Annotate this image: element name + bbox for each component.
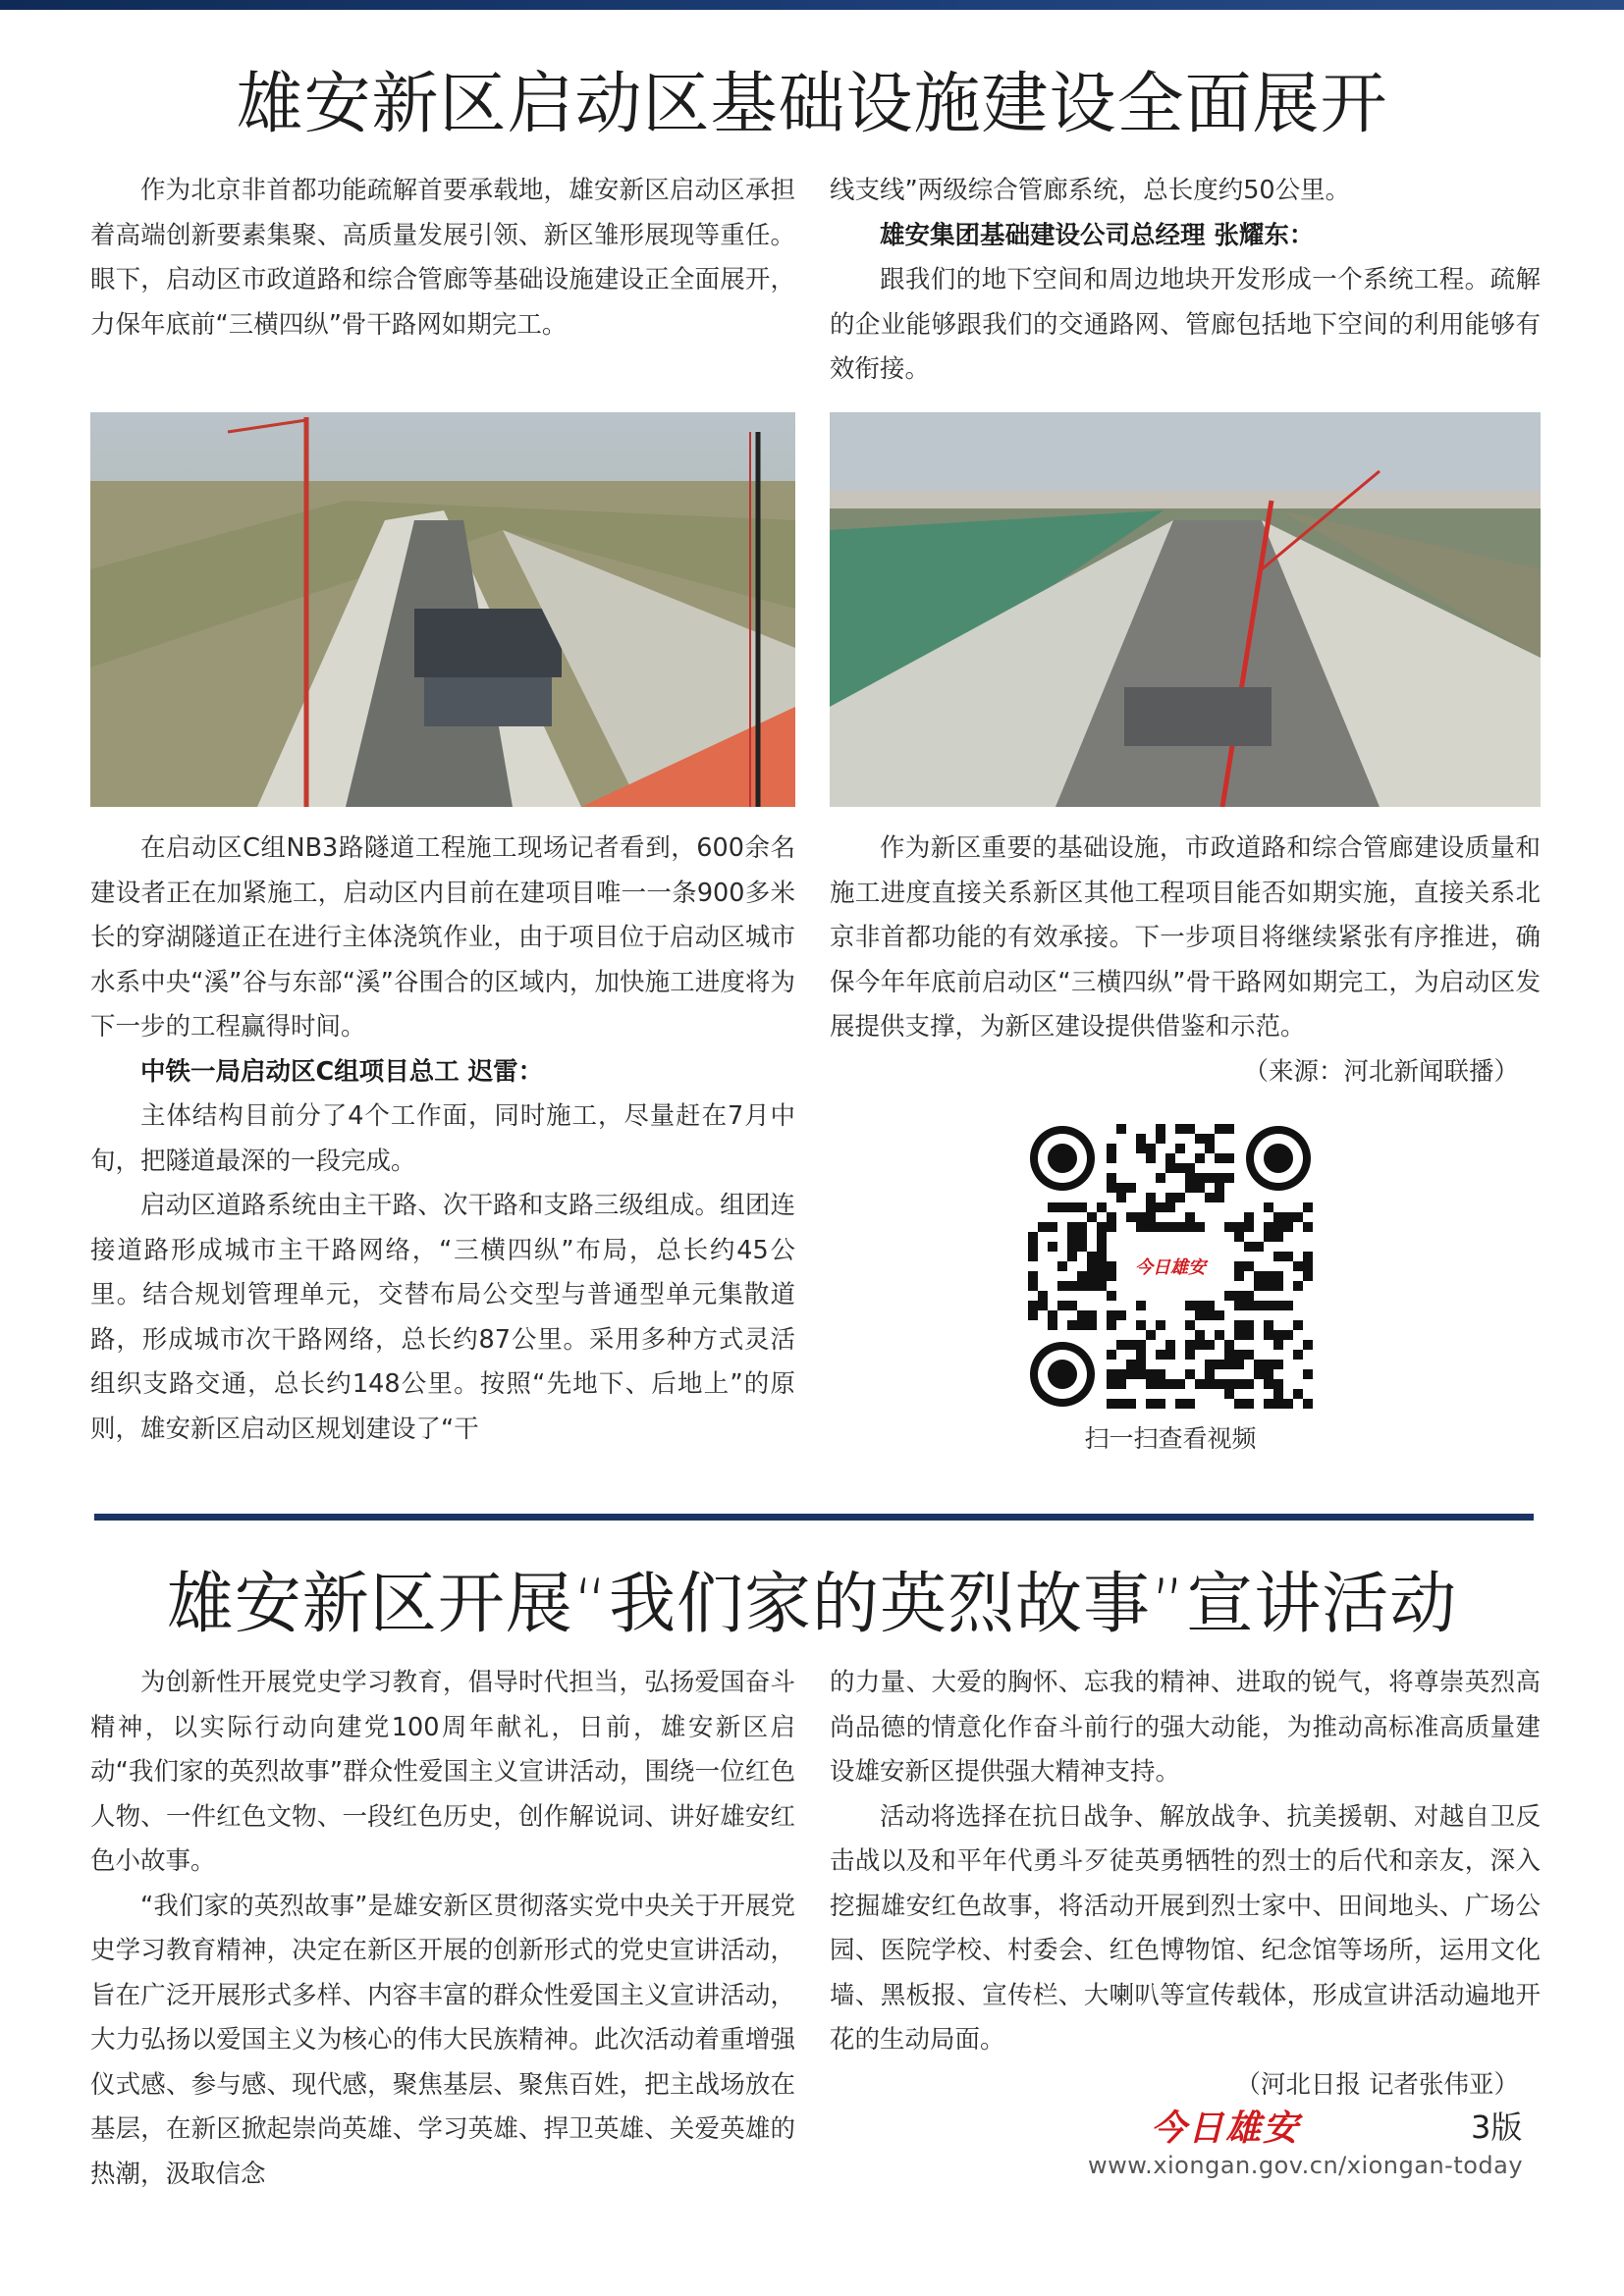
construction-photo-pipe-gallery	[830, 412, 1541, 807]
speaker-name: 雄安集团基础建设公司总经理 张耀东：	[880, 220, 1315, 250]
article1-left-top	[90, 169, 795, 347]
qr-code[interactable]	[1028, 1124, 1313, 1409]
article1-paragraph: 线支线”两级综合管廊系统，总长度约50公里。	[830, 176, 1351, 205]
article1-right-top	[830, 169, 1541, 393]
article2-left	[90, 1661, 795, 2197]
article1-paragraph: 主体结构目前分了4个工作面，同时施工，尽量赶在7月中旬，把隧道最深的一段完成。	[90, 1101, 795, 1176]
article2-paragraph: 为创新性开展党史学习教育，倡导时代担当，弘扬爱国奋斗精神，以实际行动向建党100周年献礼，日前，雄安新区启动“我们家的英烈故事”群众性爱国主义宣讲活动，围绕一位红色人物、一件红色文物、一段红色历史，创作解说词、讲好雄安红色小故事。	[90, 1668, 795, 1876]
article2-paragraph: 活动将选择在抗日战争、解放战争、抗美援朝、对越自卫反击战以及和平年代勇斗歹徒英勇牺牲的烈士的后代和亲友，深入挖掘雄安红色故事，将活动开展到烈士家中、田间地头、广场公园、医院学校、村委会、红色博物馆、纪念馆等场所，运用文化墙、黑板报、宣传栏、大喇叭等宣传载体，形成宣讲活动遍地开花的生动局面。	[830, 1801, 1541, 2055]
article1-right-bottom	[830, 827, 1541, 1095]
page-number: 3版	[1471, 2109, 1523, 2146]
top-accent-bar	[0, 0, 1624, 10]
brand-logo: 今日雄安	[1151, 2108, 1301, 2149]
qr-center-logo: 今日雄安	[1121, 1247, 1219, 1286]
footer-url[interactable]: www.xiongan.gov.cn/xiongan-today	[1088, 2152, 1524, 2179]
article1-paragraph: 在启动区C组NB3路隧道工程施工现场记者看到，600余名建设者正在加紧施工，启动区内目前在建项目唯一一条900多米长的穿湖隧道正在进行主体浇筑作业，由于项目位于启动区城市水系中央“溪”谷与东部“溪”谷围合的区域内，加快施工进度将为下一步的工程赢得时间。	[90, 833, 795, 1041]
article1-paragraph: 跟我们的地下空间和周边地块开发形成一个系统工程。疏解的企业能够跟我们的交通路网、管廊包括地下空间的利用能够有效衔接。	[830, 265, 1541, 384]
section-divider	[94, 1514, 1534, 1521]
article1-paragraph: 启动区道路系统由主干路、次干路和支路三级组成。组团连接道路形成城市主干路网络，“三横四纵”布局，总长约45公里。结合规划管理单元，交替布局公交型与普通型单元集散道路，形成城市次干路网络，总长约87公里。采用多种方式灵活组织支路交通，总长约148公里。按照“先地下、后地上”的原则，雄安新区启动区规划建设了“干	[90, 1191, 795, 1444]
article2-paragraph: 的力量、大爱的胸怀、忘我的精神、进取的锐气，将尊崇英烈高尚品德的情意化作奋斗前行的强大动能，为推动高标准高质量建设雄安新区提供强大精神支持。	[830, 1668, 1541, 1787]
article2-title: 雄安新区开展“我们家的英烈故事”宣讲活动	[166, 1566, 1458, 1643]
article1-paragraph: 作为新区重要的基础设施，市政道路和综合管廊建设质量和施工进度直接关系新区其他工程项目能否如期实施，直接关系北京非首都功能的有效承接。下一步项目将继续紧张有序推进，确保今年年底前启动区“三横四纵”骨干路网如期完工，为启动区发展提供支撑，为新区建设提供借鉴和示范。	[830, 833, 1541, 1041]
tunnel-site-illustration	[90, 412, 795, 807]
construction-photo-tunnel	[90, 412, 795, 807]
article1-title: 雄安新区启动区基础设施建设全面展开	[236, 66, 1388, 143]
article2-paragraph: “我们家的英烈故事”是雄安新区贯彻落实党中央关于开展党史学习教育精神，决定在新区开展的创新形式的党史宣讲活动，旨在广泛开展形式多样、内容丰富的群众性爱国主义宣讲活动，大力弘扬以爱国主义为核心的伟大民族精神。此次活动着重增强仪式感、参与感、现代感，聚焦基层、聚焦百姓，把主战场放在基层，在新区掀起崇尚英雄、学习英雄、捍卫英雄、关爱英雄的热潮，汲取信念	[90, 1891, 795, 2189]
article2-source: （河北日报 记者张伟亚）	[1235, 2069, 1519, 2100]
speaker-name: 中铁一局启动区C组项目总工 迟雷：	[140, 1056, 544, 1087]
article1-left-bottom	[90, 827, 795, 1452]
qr-caption: 扫一扫查看视频	[1084, 1424, 1257, 1453]
article1-paragraph: 作为北京非首都功能疏解首要承载地，雄安新区启动区承担着高端创新要素集聚、高质量发展引领、新区雏形展现等重任。眼下，启动区市政道路和综合管廊等基础设施建设正全面展开，力保年底前“三横四纵”骨干路网如期完工。	[90, 176, 795, 340]
article2-right	[830, 1661, 1541, 2108]
article1-source: （来源：河北新闻联播）	[1243, 1056, 1519, 1087]
pipe-gallery-illustration	[830, 412, 1541, 807]
